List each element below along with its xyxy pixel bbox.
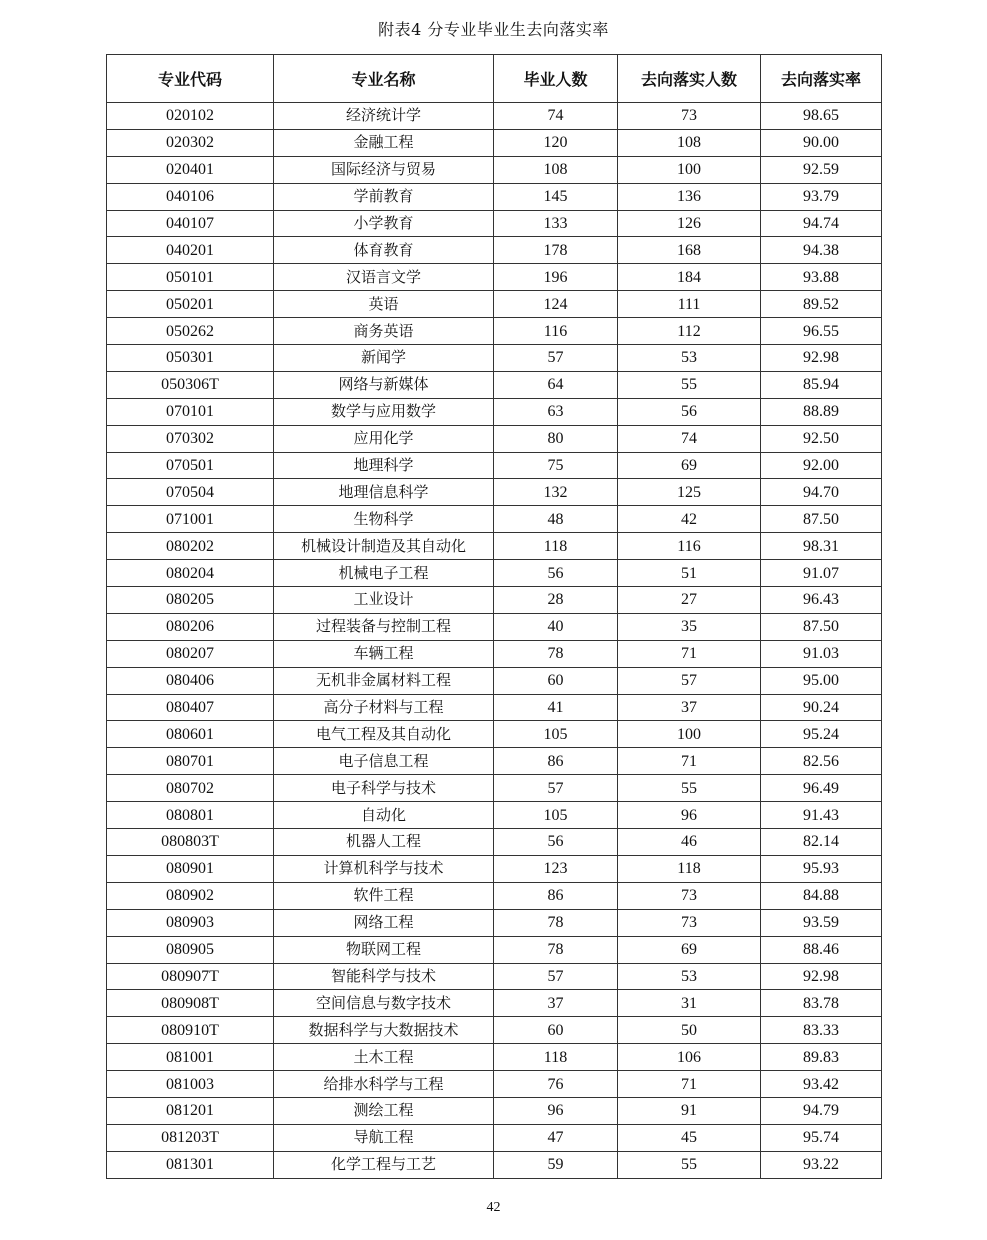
cell-placed: 42 [618, 506, 761, 533]
cell-placement-rate: 98.65 [761, 103, 882, 130]
cell-major-name: 生物科学 [274, 506, 494, 533]
header-placement-rate: 去向落实率 [761, 55, 882, 103]
cell-placement-rate: 93.79 [761, 183, 882, 210]
cell-major-name: 地理信息科学 [274, 479, 494, 506]
cell-graduates: 78 [494, 640, 618, 667]
cell-major-code: 080801 [107, 802, 274, 829]
cell-major-code: 070501 [107, 452, 274, 479]
cell-graduates: 28 [494, 587, 618, 614]
cell-placed: 69 [618, 936, 761, 963]
cell-placement-rate: 91.43 [761, 802, 882, 829]
cell-graduates: 63 [494, 398, 618, 425]
cell-major-code: 040201 [107, 237, 274, 264]
cell-graduates: 132 [494, 479, 618, 506]
cell-major-code: 050262 [107, 318, 274, 345]
cell-major-name: 化学工程与工艺 [274, 1151, 494, 1178]
cell-major-name: 网络工程 [274, 909, 494, 936]
cell-major-code: 080204 [107, 560, 274, 587]
cell-graduates: 74 [494, 103, 618, 130]
cell-graduates: 196 [494, 264, 618, 291]
cell-major-code: 020102 [107, 103, 274, 130]
cell-major-code: 050301 [107, 345, 274, 372]
cell-major-name: 学前教育 [274, 183, 494, 210]
table-row [107, 103, 882, 130]
table-row [107, 802, 882, 829]
cell-graduates: 123 [494, 855, 618, 882]
cell-placed: 91 [618, 1097, 761, 1124]
cell-major-name: 机器人工程 [274, 829, 494, 856]
cell-placed: 96 [618, 802, 761, 829]
table-row [107, 291, 882, 318]
cell-placed: 74 [618, 425, 761, 452]
cell-major-name: 电气工程及其自动化 [274, 721, 494, 748]
cell-major-code: 081001 [107, 1044, 274, 1071]
table-row [107, 1017, 882, 1044]
cell-placed: 168 [618, 237, 761, 264]
cell-major-name: 计算机科学与技术 [274, 855, 494, 882]
cell-major-name: 应用化学 [274, 425, 494, 452]
cell-graduates: 78 [494, 936, 618, 963]
table-body [107, 103, 882, 1179]
cell-placement-rate: 91.03 [761, 640, 882, 667]
cell-major-code: 080207 [107, 640, 274, 667]
cell-placement-rate: 84.88 [761, 882, 882, 909]
table-row [107, 452, 882, 479]
cell-placement-rate: 89.83 [761, 1044, 882, 1071]
cell-graduates: 78 [494, 909, 618, 936]
cell-major-name: 高分子材料与工程 [274, 694, 494, 721]
cell-major-name: 电子科学与技术 [274, 775, 494, 802]
cell-graduates: 116 [494, 318, 618, 345]
table-row [107, 183, 882, 210]
table-row [107, 318, 882, 345]
table-row [107, 775, 882, 802]
cell-major-name: 测绘工程 [274, 1097, 494, 1124]
cell-placement-rate: 87.50 [761, 506, 882, 533]
cell-major-code: 080206 [107, 613, 274, 640]
cell-graduates: 75 [494, 452, 618, 479]
cell-major-code: 040107 [107, 210, 274, 237]
table-header-row [107, 55, 882, 103]
table-row [107, 345, 882, 372]
cell-placed: 100 [618, 721, 761, 748]
table-row [107, 156, 882, 183]
cell-placement-rate: 88.46 [761, 936, 882, 963]
cell-major-name: 网络与新媒体 [274, 371, 494, 398]
cell-major-code: 081203T [107, 1124, 274, 1151]
cell-major-code: 081301 [107, 1151, 274, 1178]
cell-graduates: 118 [494, 533, 618, 560]
cell-major-code: 080205 [107, 587, 274, 614]
header-placed: 去向落实人数 [618, 55, 761, 103]
cell-major-code: 080406 [107, 667, 274, 694]
cell-graduates: 60 [494, 667, 618, 694]
cell-major-name: 英语 [274, 291, 494, 318]
table-row [107, 1097, 882, 1124]
table-row [107, 990, 882, 1017]
cell-placed: 53 [618, 963, 761, 990]
cell-placed: 116 [618, 533, 761, 560]
cell-placed: 27 [618, 587, 761, 614]
cell-graduates: 59 [494, 1151, 618, 1178]
cell-placement-rate: 92.00 [761, 452, 882, 479]
cell-placed: 46 [618, 829, 761, 856]
page-number: 42 [486, 1200, 501, 1215]
cell-placed: 111 [618, 291, 761, 318]
cell-placement-rate: 96.55 [761, 318, 882, 345]
cell-placed: 69 [618, 452, 761, 479]
cell-placement-rate: 90.24 [761, 694, 882, 721]
cell-graduates: 64 [494, 371, 618, 398]
cell-graduates: 57 [494, 345, 618, 372]
cell-major-name: 机械电子工程 [274, 560, 494, 587]
cell-placement-rate: 98.31 [761, 533, 882, 560]
cell-placed: 45 [618, 1124, 761, 1151]
cell-major-name: 电子信息工程 [274, 748, 494, 775]
table-row [107, 936, 882, 963]
cell-major-code: 081003 [107, 1071, 274, 1098]
cell-major-code: 080902 [107, 882, 274, 909]
cell-major-code: 081201 [107, 1097, 274, 1124]
cell-major-code: 080202 [107, 533, 274, 560]
cell-graduates: 37 [494, 990, 618, 1017]
header-graduates: 毕业人数 [494, 55, 618, 103]
cell-graduates: 105 [494, 802, 618, 829]
cell-major-code: 080803T [107, 829, 274, 856]
cell-graduates: 86 [494, 748, 618, 775]
cell-major-code: 050201 [107, 291, 274, 318]
cell-major-code: 080701 [107, 748, 274, 775]
cell-major-name: 工业设计 [274, 587, 494, 614]
cell-major-name: 经济统计学 [274, 103, 494, 130]
cell-placed: 57 [618, 667, 761, 694]
cell-major-name: 自动化 [274, 802, 494, 829]
cell-placement-rate: 83.33 [761, 1017, 882, 1044]
cell-placement-rate: 96.49 [761, 775, 882, 802]
cell-placement-rate: 94.38 [761, 237, 882, 264]
cell-major-name: 空间信息与数字技术 [274, 990, 494, 1017]
cell-major-code: 080903 [107, 909, 274, 936]
cell-major-code: 080905 [107, 936, 274, 963]
table-row [107, 748, 882, 775]
cell-major-code: 080901 [107, 855, 274, 882]
table-row [107, 829, 882, 856]
cell-graduates: 60 [494, 1017, 618, 1044]
cell-major-code: 080407 [107, 694, 274, 721]
cell-graduates: 120 [494, 129, 618, 156]
cell-major-code: 071001 [107, 506, 274, 533]
cell-placed: 136 [618, 183, 761, 210]
cell-major-code: 080908T [107, 990, 274, 1017]
table-row [107, 694, 882, 721]
cell-major-code: 080910T [107, 1017, 274, 1044]
cell-major-name: 金融工程 [274, 129, 494, 156]
cell-placement-rate: 93.22 [761, 1151, 882, 1178]
table-row [107, 398, 882, 425]
cell-placed: 31 [618, 990, 761, 1017]
cell-major-name: 小学教育 [274, 210, 494, 237]
cell-graduates: 57 [494, 963, 618, 990]
cell-placed: 108 [618, 129, 761, 156]
cell-placed: 37 [618, 694, 761, 721]
cell-graduates: 56 [494, 560, 618, 587]
table-row [107, 264, 882, 291]
cell-major-name: 智能科学与技术 [274, 963, 494, 990]
cell-placement-rate: 95.74 [761, 1124, 882, 1151]
table-row [107, 1071, 882, 1098]
cell-placed: 56 [618, 398, 761, 425]
cell-placement-rate: 87.50 [761, 613, 882, 640]
employment-rate-table [106, 54, 882, 1179]
cell-graduates: 96 [494, 1097, 618, 1124]
table-row [107, 425, 882, 452]
table-row [107, 129, 882, 156]
cell-placed: 71 [618, 640, 761, 667]
cell-placed: 55 [618, 775, 761, 802]
cell-placed: 71 [618, 748, 761, 775]
cell-placed: 71 [618, 1071, 761, 1098]
cell-placement-rate: 92.98 [761, 963, 882, 990]
cell-placement-rate: 95.24 [761, 721, 882, 748]
cell-graduates: 57 [494, 775, 618, 802]
cell-graduates: 56 [494, 829, 618, 856]
cell-major-code: 080702 [107, 775, 274, 802]
table-row [107, 1151, 882, 1178]
cell-major-name: 国际经济与贸易 [274, 156, 494, 183]
cell-graduates: 48 [494, 506, 618, 533]
cell-placed: 73 [618, 103, 761, 130]
table-row [107, 882, 882, 909]
cell-graduates: 41 [494, 694, 618, 721]
cell-major-name: 物联网工程 [274, 936, 494, 963]
table-row [107, 479, 882, 506]
cell-placed: 50 [618, 1017, 761, 1044]
cell-graduates: 118 [494, 1044, 618, 1071]
table-row [107, 909, 882, 936]
table-row [107, 855, 882, 882]
cell-graduates: 124 [494, 291, 618, 318]
cell-placement-rate: 94.79 [761, 1097, 882, 1124]
cell-major-name: 机械设计制造及其自动化 [274, 533, 494, 560]
cell-placement-rate: 82.56 [761, 748, 882, 775]
cell-major-code: 080907T [107, 963, 274, 990]
cell-major-code: 050101 [107, 264, 274, 291]
table-row [107, 506, 882, 533]
cell-placed: 112 [618, 318, 761, 345]
table-row [107, 1124, 882, 1151]
cell-major-name: 体育教育 [274, 237, 494, 264]
cell-graduates: 86 [494, 882, 618, 909]
table-row [107, 371, 882, 398]
cell-placement-rate: 92.98 [761, 345, 882, 372]
cell-major-code: 020302 [107, 129, 274, 156]
cell-placement-rate: 95.00 [761, 667, 882, 694]
cell-major-code: 050306T [107, 371, 274, 398]
cell-graduates: 133 [494, 210, 618, 237]
cell-placement-rate: 89.52 [761, 291, 882, 318]
cell-placement-rate: 93.88 [761, 264, 882, 291]
header-major-name: 专业名称 [274, 55, 494, 103]
cell-graduates: 40 [494, 613, 618, 640]
cell-placement-rate: 96.43 [761, 587, 882, 614]
cell-placement-rate: 95.93 [761, 855, 882, 882]
table-row [107, 1044, 882, 1071]
table-row [107, 237, 882, 264]
cell-graduates: 178 [494, 237, 618, 264]
table-row [107, 587, 882, 614]
cell-placed: 125 [618, 479, 761, 506]
cell-placement-rate: 82.14 [761, 829, 882, 856]
cell-major-name: 软件工程 [274, 882, 494, 909]
cell-placed: 106 [618, 1044, 761, 1071]
cell-placement-rate: 90.00 [761, 129, 882, 156]
cell-major-code: 040106 [107, 183, 274, 210]
cell-placed: 100 [618, 156, 761, 183]
cell-major-name: 无机非金属材料工程 [274, 667, 494, 694]
cell-placement-rate: 94.70 [761, 479, 882, 506]
header-major-code: 专业代码 [107, 55, 274, 103]
cell-major-name: 过程装备与控制工程 [274, 613, 494, 640]
cell-placement-rate: 93.59 [761, 909, 882, 936]
cell-placement-rate: 92.50 [761, 425, 882, 452]
cell-major-code: 070302 [107, 425, 274, 452]
cell-major-code: 020401 [107, 156, 274, 183]
table-row [107, 613, 882, 640]
cell-major-name: 给排水科学与工程 [274, 1071, 494, 1098]
cell-graduates: 80 [494, 425, 618, 452]
cell-major-name: 新闻学 [274, 345, 494, 372]
cell-placement-rate: 92.59 [761, 156, 882, 183]
cell-placed: 53 [618, 345, 761, 372]
cell-major-name: 数据科学与大数据技术 [274, 1017, 494, 1044]
cell-placed: 126 [618, 210, 761, 237]
table-row [107, 963, 882, 990]
cell-placed: 118 [618, 855, 761, 882]
table-row [107, 721, 882, 748]
table-title: 附表4 分专业毕业生去向落实率 [378, 20, 609, 39]
cell-graduates: 105 [494, 721, 618, 748]
cell-major-name: 地理科学 [274, 452, 494, 479]
cell-placement-rate: 88.89 [761, 398, 882, 425]
cell-major-name: 车辆工程 [274, 640, 494, 667]
cell-placed: 35 [618, 613, 761, 640]
table-row [107, 560, 882, 587]
table-row [107, 667, 882, 694]
cell-placed: 184 [618, 264, 761, 291]
cell-placed: 51 [618, 560, 761, 587]
cell-major-name: 导航工程 [274, 1124, 494, 1151]
table-row [107, 210, 882, 237]
cell-major-name: 商务英语 [274, 318, 494, 345]
cell-major-code: 070504 [107, 479, 274, 506]
cell-major-name: 数学与应用数学 [274, 398, 494, 425]
cell-placement-rate: 93.42 [761, 1071, 882, 1098]
cell-graduates: 47 [494, 1124, 618, 1151]
cell-placement-rate: 94.74 [761, 210, 882, 237]
cell-placed: 73 [618, 882, 761, 909]
table-row [107, 533, 882, 560]
cell-placement-rate: 91.07 [761, 560, 882, 587]
cell-placement-rate: 85.94 [761, 371, 882, 398]
cell-placed: 73 [618, 909, 761, 936]
cell-major-name: 土木工程 [274, 1044, 494, 1071]
cell-placed: 55 [618, 1151, 761, 1178]
cell-graduates: 145 [494, 183, 618, 210]
table-row [107, 640, 882, 667]
cell-graduates: 108 [494, 156, 618, 183]
cell-major-code: 080601 [107, 721, 274, 748]
cell-major-code: 070101 [107, 398, 274, 425]
cell-graduates: 76 [494, 1071, 618, 1098]
cell-major-name: 汉语言文学 [274, 264, 494, 291]
cell-placement-rate: 83.78 [761, 990, 882, 1017]
cell-placed: 55 [618, 371, 761, 398]
